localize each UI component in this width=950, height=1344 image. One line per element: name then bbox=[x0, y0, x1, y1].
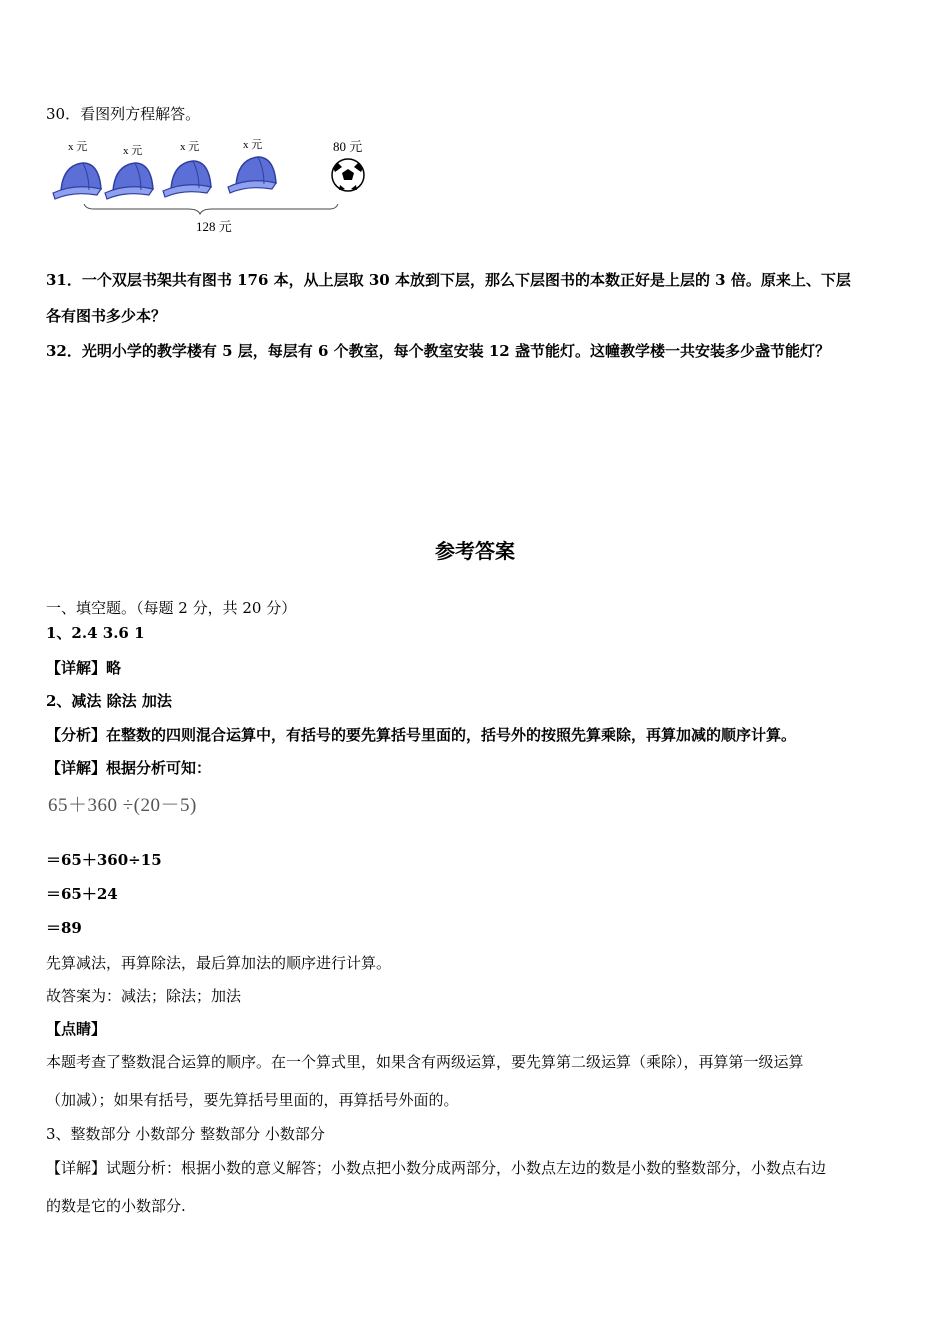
question-31-line1: 31．一个双层书架共有图书 176 本，从上层取 30 本放到下层，那么下层图书的本数正好是上层的 3 倍。原来上、下层 bbox=[46, 271, 851, 289]
answer-3-detail2: 的数是它的小数部分. bbox=[46, 1197, 186, 1215]
question-32: 32．光明小学的教学楼有 5 层，每层有 6 个教室，每个教室安装 12 盏节能灯。这幢教学楼一共安装多少盏节能灯？ bbox=[46, 342, 830, 360]
answer-2-point-text1: 本题考查了整数混合运算的顺序。在一个算式里，如果含有两级运算，要先算第二级运算（乘除），再算第一级运算 bbox=[46, 1053, 804, 1071]
ball-price-label: 80 元 bbox=[333, 139, 363, 154]
cap-icon bbox=[105, 163, 153, 199]
answer-2-point: 【点睛】 bbox=[46, 1020, 107, 1038]
answer-2-detail: 【详解】根据分析可知： bbox=[46, 759, 212, 777]
answer-3: 3、整数部分 小数部分 整数部分 小数部分 bbox=[46, 1125, 325, 1143]
answer-2: 2、减法 除法 加法 bbox=[46, 692, 172, 710]
cap-icon bbox=[53, 163, 101, 199]
answer-3-detail1: 【详解】试题分析：根据小数的意义解答；小数点把小数分成两部分，小数点左边的数是小数的整数部分，小数点右边 bbox=[46, 1159, 827, 1177]
cap-label: x 元 bbox=[243, 139, 263, 151]
total-price-label: 128 元 bbox=[196, 219, 232, 234]
step-2: ＝65＋24 bbox=[46, 885, 118, 903]
answers-heading: 参考答案 bbox=[435, 539, 515, 563]
answer-2-analysis: 【分析】在整数的四则混合运算中，有括号的要先算括号里面的，括号外的按照先算乘除，再算加减的顺序计算。 bbox=[46, 726, 797, 744]
answer-2-answer: 故答案为：减法；除法；加法 bbox=[46, 987, 242, 1005]
answer-1: 1、2.4 3.6 1 bbox=[46, 624, 145, 642]
cap-label: x 元 bbox=[123, 145, 143, 157]
price-figure bbox=[48, 135, 388, 240]
soccer-ball-icon bbox=[332, 159, 364, 191]
cap-label: x 元 bbox=[180, 141, 200, 153]
answer-1-detail: 【详解】略 bbox=[46, 659, 122, 677]
question-31-line2: 各有图书多少本？ bbox=[46, 307, 167, 325]
answer-2-point-text2: （加减）；如果有括号，要先算括号里面的，再算括号外面的。 bbox=[46, 1091, 459, 1109]
cap-icon bbox=[228, 157, 276, 193]
step-1: ＝65＋360÷15 bbox=[46, 851, 162, 869]
answer-2-order: 先算减法，再算除法，最后算加法的顺序进行计算。 bbox=[46, 954, 392, 972]
cap-label: x 元 bbox=[68, 141, 88, 153]
cap-icon bbox=[163, 161, 211, 197]
section-1-heading: 一、填空题。（每题 2 分，共 20 分） bbox=[46, 599, 297, 617]
total-brace bbox=[84, 204, 338, 214]
step-3: ＝89 bbox=[46, 919, 82, 937]
formula: 65＋360 ÷(20－5) bbox=[48, 795, 197, 816]
question-30: 30．看图列方程解答。 bbox=[46, 105, 201, 123]
